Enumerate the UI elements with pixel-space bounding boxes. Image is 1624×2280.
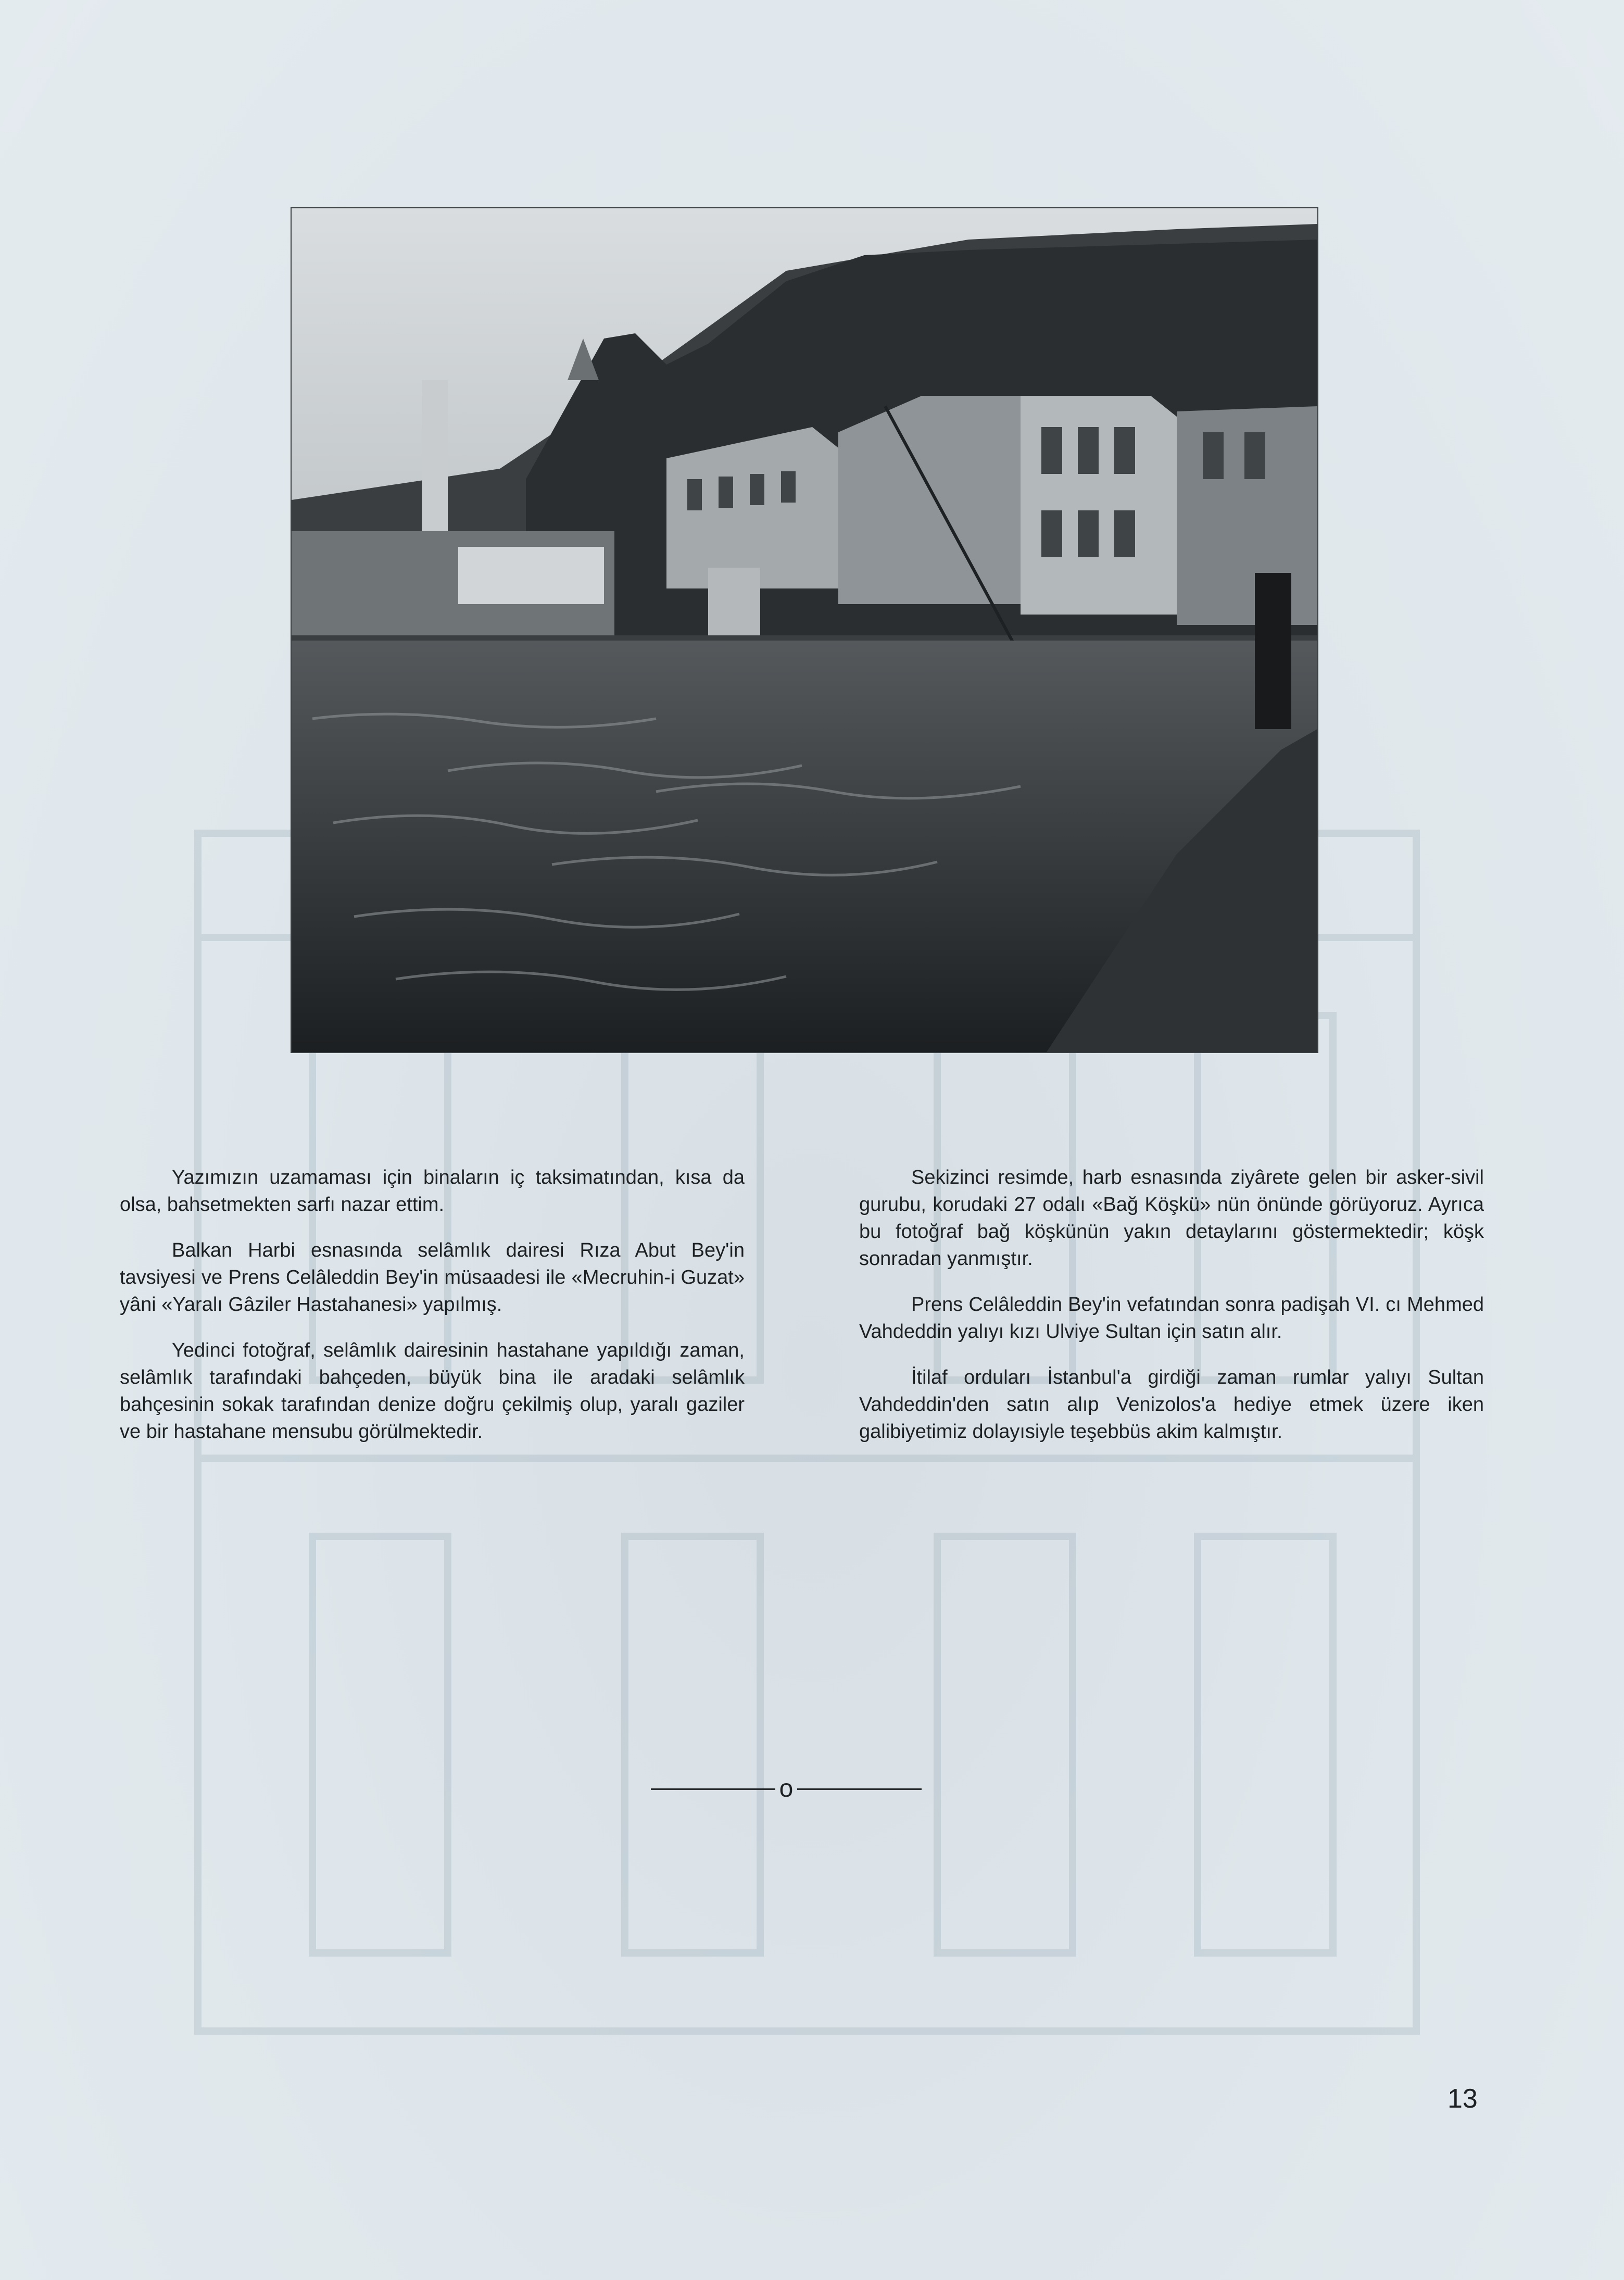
- article-paragraph: Sekizinci resimde, harb esnasında ziyârete gelen bir asker-sivil gurubu, korudaki 27 odalı «Bağ Köşkü» nün önünde görüyoruz. Ayrıca bu fotoğraf bağ köşkünün yakın detaylarını göstermektedir; köşk sonradan yanmıştır.: [859, 1167, 1484, 1270]
- harbor-photograph-icon: [292, 208, 1317, 1052]
- divider-mark: o: [779, 1775, 794, 1802]
- harbor-photograph: [292, 208, 1317, 1052]
- article-column-right: [859, 1164, 1484, 1464]
- divider-rule-right: [797, 1788, 922, 1790]
- article-paragraph: Prens Celâleddin Bey'in vefatından sonra padişah VI. cı Mehmed Vahdeddin yalıyı kızı Ulviye Sultan için satın alır.: [859, 1294, 1484, 1343]
- article-column-left: [120, 1164, 745, 1464]
- article-paragraph: Yazımızın uzamaması için binaların iç taksimatından, kısa da olsa, bahsetmekten sarfı nazar ettim.: [120, 1167, 745, 1216]
- section-divider: [651, 1773, 922, 1805]
- article-paragraph: Yedinci fotoğraf, selâmlık dairesinin hastahane yapıldığı zaman, selâmlık tarafındaki bahçeden, büyük bina ile aradaki selâmlık bahçesinin sokak tarafından denize doğru çekilmiş olup, yaralı gaziler ve bir hastahane mensubu görülmektedir.: [120, 1339, 745, 1443]
- page-number: 13: [1447, 2084, 1478, 2114]
- divider-rule-left: [651, 1788, 775, 1790]
- article-paragraph: İtilaf orduları İstanbul'a girdiği zaman rumlar yalıyı Sultan Vahdeddin'den satın alıp Venizolos'a hediye etmek üzere iken galibiyetimiz dolayısiyle teşebbüs akim kalmıştır.: [859, 1367, 1484, 1443]
- article-paragraph: Balkan Harbi esnasında selâmlık dairesi Rıza Abut Bey'in tavsiyesi ve Prens Celâleddin Bey'in müsaadesi ile «Mecruhin-i Guzat» yâni «Yaralı Gâziler Hastahanesi» yapılmış.: [120, 1239, 745, 1316]
